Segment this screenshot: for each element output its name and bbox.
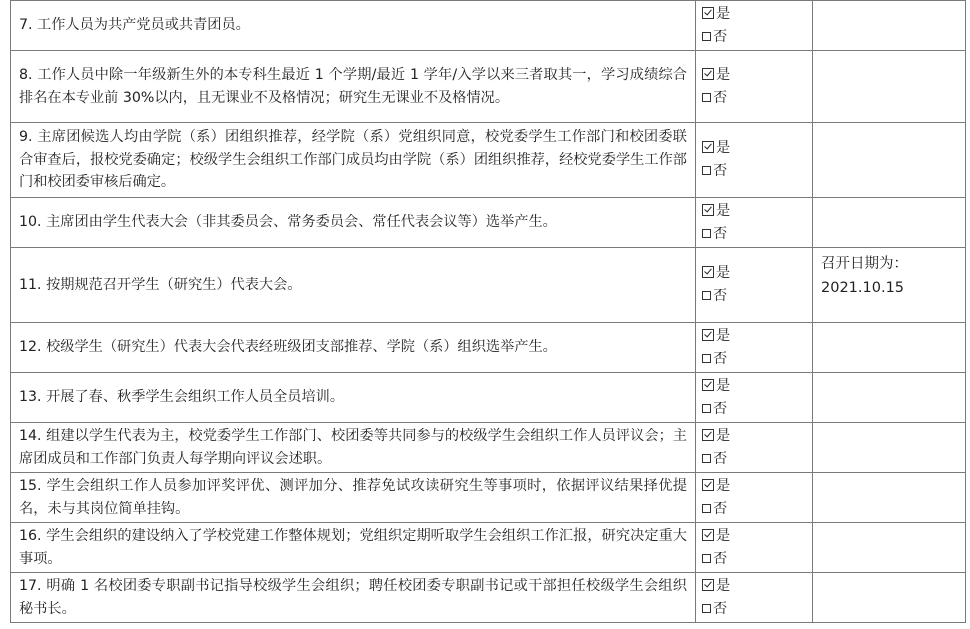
unchecked-box-icon[interactable] xyxy=(702,504,711,513)
option-label: 否 xyxy=(713,450,728,467)
unchecked-box-icon[interactable] xyxy=(702,229,711,238)
unchecked-box-icon[interactable] xyxy=(702,291,711,300)
option-yes[interactable] xyxy=(702,325,806,348)
remarks-cell xyxy=(813,198,966,248)
requirement-text: 7. 工作人员为共产党员或共青团员。 xyxy=(11,1,696,51)
option-no[interactable] xyxy=(702,348,806,371)
option-yes[interactable] xyxy=(702,64,806,87)
option-yes[interactable] xyxy=(702,525,806,548)
yes-no-options xyxy=(696,423,813,473)
yes-no-options xyxy=(696,51,813,123)
option-label: 是 xyxy=(716,5,731,22)
remarks-cell xyxy=(813,51,966,123)
option-label: 否 xyxy=(713,288,728,304)
option-no[interactable] xyxy=(702,448,806,471)
requirement-text: 13. 开展了春、秋季学生会组织工作人员全员培训。 xyxy=(11,373,696,423)
option-label: 否 xyxy=(713,550,728,567)
option-label: 否 xyxy=(713,163,728,179)
yes-no-options xyxy=(696,523,813,573)
unchecked-box-icon[interactable] xyxy=(702,454,711,463)
checked-box-icon[interactable] xyxy=(702,329,714,341)
table-row xyxy=(11,473,966,523)
option-label: 是 xyxy=(716,202,731,219)
checklist-table xyxy=(10,0,966,623)
remarks-cell xyxy=(813,123,966,198)
meeting-date-note: 召开日期为：2021.10.15 xyxy=(821,256,908,296)
option-no[interactable] xyxy=(702,548,806,571)
yes-no-options xyxy=(696,573,813,623)
option-no[interactable] xyxy=(702,598,806,621)
option-no[interactable] xyxy=(702,26,806,49)
option-yes[interactable] xyxy=(702,425,806,448)
checked-box-icon[interactable] xyxy=(702,479,714,491)
table-row xyxy=(11,248,966,323)
yes-no-options xyxy=(696,323,813,373)
unchecked-box-icon[interactable] xyxy=(702,554,711,563)
checked-box-icon[interactable] xyxy=(702,141,714,153)
unchecked-box-icon[interactable] xyxy=(702,93,711,102)
option-no[interactable] xyxy=(702,285,806,308)
option-label: 否 xyxy=(713,400,728,417)
remarks-cell xyxy=(813,573,966,623)
table-row xyxy=(11,373,966,423)
option-yes[interactable] xyxy=(702,137,806,160)
option-yes[interactable] xyxy=(702,3,806,26)
checklist-body xyxy=(11,1,966,623)
table-row xyxy=(11,573,966,623)
unchecked-box-icon[interactable] xyxy=(702,404,711,413)
yes-no-options xyxy=(696,1,813,51)
table-row xyxy=(11,1,966,51)
checked-box-icon[interactable] xyxy=(702,379,714,391)
unchecked-box-icon[interactable] xyxy=(702,604,711,613)
remarks-cell xyxy=(813,423,966,473)
option-label: 是 xyxy=(716,66,731,83)
table-row xyxy=(11,523,966,573)
requirement-text: 11. 按期规范召开学生（研究生）代表大会。 xyxy=(11,248,696,323)
option-label: 是 xyxy=(716,327,731,344)
remarks-cell xyxy=(813,523,966,573)
requirement-text: 10. 主席团由学生代表大会（非其委员会、常务委员会、常任代表会议等）选举产生。 xyxy=(11,198,696,248)
unchecked-box-icon[interactable] xyxy=(702,166,711,175)
option-yes[interactable] xyxy=(702,575,806,598)
table-row xyxy=(11,198,966,248)
remarks-cell xyxy=(813,373,966,423)
checked-box-icon[interactable] xyxy=(702,579,714,591)
option-label: 否 xyxy=(713,225,728,242)
option-yes[interactable] xyxy=(702,475,806,498)
requirement-text: 14. 组建以学生代表为主，校党委学生工作部门、校团委等共同参与的校级学生会组织工作人员评议会；主席团成员和工作部门负责人每学期向评议会述职。 xyxy=(11,423,696,473)
option-yes[interactable] xyxy=(702,200,806,223)
unchecked-box-icon[interactable] xyxy=(702,354,711,363)
table-row xyxy=(11,423,966,473)
option-label: 否 xyxy=(713,500,728,517)
option-label: 否 xyxy=(713,89,728,106)
remarks-cell xyxy=(813,473,966,523)
unchecked-box-icon[interactable] xyxy=(702,32,711,41)
option-no[interactable] xyxy=(702,398,806,421)
requirement-text: 12. 校级学生（研究生）代表大会代表经班级团支部推荐、学院（系）组织选举产生。 xyxy=(11,323,696,373)
table-row xyxy=(11,123,966,198)
yes-no-options xyxy=(696,373,813,423)
remarks-cell xyxy=(813,1,966,51)
requirement-text: 15. 学生会组织工作人员参加评奖评优、测评加分、推荐免试攻读研究生等事项时，依据评议结果择优提名，未与其岗位简单挂钩。 xyxy=(11,473,696,523)
option-label: 是 xyxy=(716,427,731,444)
option-label: 否 xyxy=(713,600,728,617)
option-yes[interactable] xyxy=(702,375,806,398)
option-label: 是 xyxy=(716,265,731,281)
requirement-text: 17. 明确 1 名校团委专职副书记指导校级学生会组织；聘任校团委专职副书记或干部担任校级学生会组织秘书长。 xyxy=(11,573,696,623)
yes-no-options xyxy=(696,123,813,198)
table-row xyxy=(11,51,966,123)
checked-box-icon[interactable] xyxy=(702,68,714,80)
yes-no-options xyxy=(696,248,813,323)
option-label: 否 xyxy=(713,350,728,367)
option-yes[interactable] xyxy=(702,262,806,285)
option-no[interactable] xyxy=(702,87,806,110)
yes-no-options xyxy=(696,198,813,248)
option-label: 是 xyxy=(716,477,731,494)
checked-box-icon[interactable] xyxy=(702,429,714,441)
requirement-text: 8. 工作人员中除一年级新生外的本专科生最近 1 个学期/最近 1 学年/入学以来三者取其一，学习成绩综合排名在本专业前 30%以内，且无课业不及格情况；研究生无课业不及格情况。 xyxy=(11,51,696,123)
checked-box-icon[interactable] xyxy=(702,204,714,216)
table-row xyxy=(11,323,966,373)
checked-box-icon[interactable] xyxy=(702,266,714,278)
option-no[interactable] xyxy=(702,223,806,246)
option-label: 否 xyxy=(713,28,728,45)
remarks-cell xyxy=(813,323,966,373)
yes-no-options xyxy=(696,473,813,523)
option-no[interactable] xyxy=(702,160,806,183)
remarks-cell xyxy=(813,248,966,323)
option-label: 是 xyxy=(716,577,731,594)
option-no[interactable] xyxy=(702,498,806,521)
option-label: 是 xyxy=(716,527,731,544)
option-label: 是 xyxy=(716,140,731,156)
checked-box-icon[interactable] xyxy=(702,529,714,541)
requirement-text: 16. 学生会组织的建设纳入了学校党建工作整体规划；党组织定期听取学生会组织工作汇报，研究决定重大事项。 xyxy=(11,523,696,573)
option-label: 是 xyxy=(716,377,731,394)
requirement-text: 9. 主席团候选人均由学院（系）团组织推荐，经学院（系）党组织同意，校党委学生工作部门和校团委联合审查后，报校党委确定；校级学生会组织工作部门成员均由学院（系）团组织推荐，经校党委学生工作部门和校团委审核后确定。 xyxy=(11,123,696,198)
checked-box-icon[interactable] xyxy=(702,7,714,19)
